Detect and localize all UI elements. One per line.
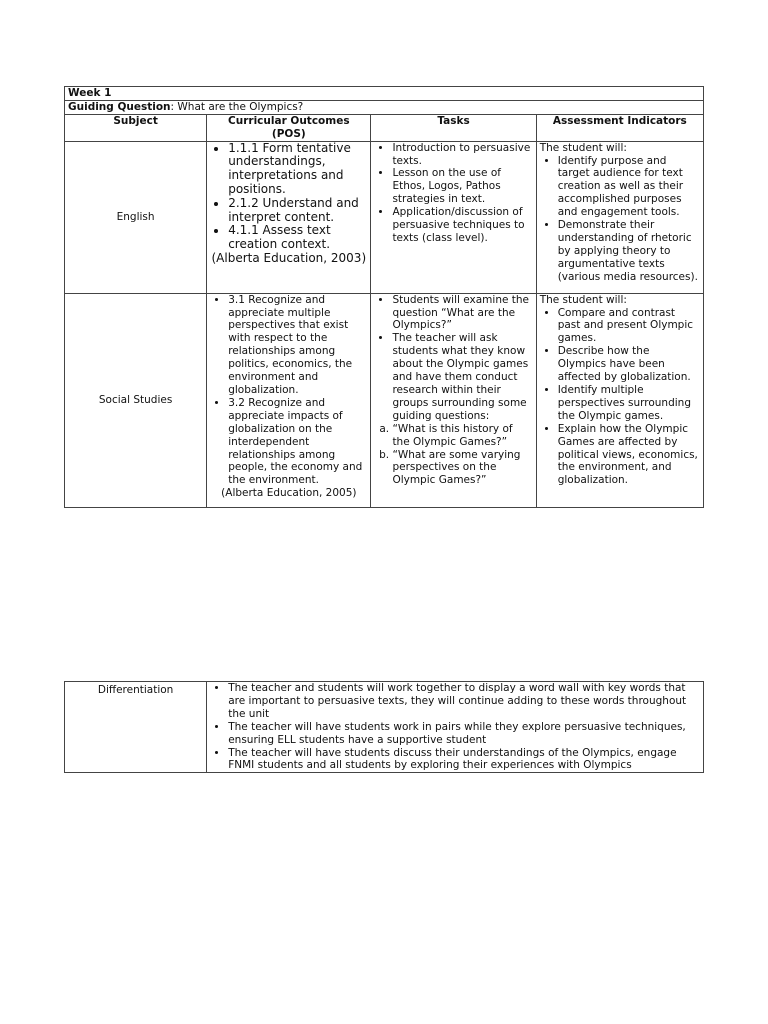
subject-social-studies: Social Studies <box>65 293 207 507</box>
lesson-plan-table <box>64 86 704 508</box>
task-item: • Introduction to persuasive texts. <box>392 142 532 168</box>
differentiation-items <box>207 682 704 773</box>
outcome-item: • 3.2 Recognize and appreciate impacts of globalization on the interdependent relationships among people, the economy and the environment. <box>228 397 367 487</box>
header-assessment: Assessment Indicators <box>536 114 703 141</box>
assessment-item: • Compare and contrast past and present Olympic games. <box>558 307 700 346</box>
subject-english: English <box>65 141 207 293</box>
guiding-question-text: : What are the Olympics? <box>170 100 304 113</box>
task-item: • Students will examine the question “What are the Olympics?” <box>392 294 532 333</box>
assessment-intro: The student will: <box>539 293 627 306</box>
outcomes-social-studies <box>207 293 371 507</box>
differentiation-label: Differentiation <box>65 682 207 773</box>
table-row-social-studies <box>65 293 704 507</box>
guiding-question-cell <box>65 100 704 114</box>
outcome-item: • 1.1.1 Form tentative understandings, interpretations and positions. <box>228 142 367 197</box>
tasks-social-studies <box>371 293 536 507</box>
outcomes-english <box>207 141 371 293</box>
differentiation-table <box>64 681 704 773</box>
header-tasks: Tasks <box>371 114 536 141</box>
week-label: Week 1 <box>65 87 704 101</box>
outcome-item: • 3.1 Recognize and appreciate multiple perspectives that exist with respect to the relationships among politics, economics, the environment and globalization. <box>228 294 367 397</box>
differentiation-row <box>65 682 704 773</box>
outcomes-citation: (Alberta Education, 2005) <box>221 487 357 500</box>
assessment-item: • Demonstrate their understanding of rhetoric by applying theory to argumentative texts (various media resources). <box>558 219 700 284</box>
differentiation-item: • The teacher and students will work together to display a word wall with key words that are important to persuasive texts, they will continue adding to these words throughout the unit <box>228 682 700 721</box>
subtask-item: a. “What is this history of the Olympic Games?” <box>392 423 532 449</box>
assessment-item: • Explain how the Olympic Games are affected by political views, economics, the environment, and globalization. <box>558 423 700 488</box>
assessment-item: • Identify purpose and target audience for text creation as well as their accomplished purposes and engagement tools. <box>558 155 700 220</box>
header-subject: Subject <box>65 114 207 141</box>
tasks-english <box>371 141 536 293</box>
assessment-english <box>536 141 703 293</box>
assessment-social-studies <box>536 293 703 507</box>
outcome-item: • 4.1.1 Assess text creation context. <box>228 224 367 252</box>
header-row <box>65 114 704 141</box>
task-item: • Lesson on the use of Ethos, Logos, Pathos strategies in text. <box>392 167 532 206</box>
header-outcomes: Curricular Outcomes (POS) <box>207 114 371 141</box>
guiding-question-row <box>65 100 704 114</box>
differentiation-item: • The teacher will have students work in pairs while they explore persuasive techniques, ensuring ELL students have a supportive student <box>228 721 700 747</box>
outcomes-citation: (Alberta Education, 2003) <box>211 251 367 265</box>
assessment-intro: The student will: <box>539 141 627 154</box>
task-item: • Application/discussion of persuasive techniques to texts (class level). <box>392 206 532 245</box>
week-row <box>65 87 704 101</box>
differentiation-item: • The teacher will have students discuss their understandings of the Olympics, engage FNMI students and all students by exploring their experiences with Olympics <box>228 747 700 773</box>
table-row-english <box>65 141 704 293</box>
subtask-item: b. “What are some varying perspectives on the Olympic Games?” <box>392 449 532 488</box>
assessment-item: • Identify multiple perspectives surrounding the Olympic games. <box>558 384 700 423</box>
task-item: • The teacher will ask students what they know about the Olympic games and have them conduct research within their groups surrounding some guiding questions: <box>392 332 532 422</box>
assessment-item: • Describe how the Olympics have been affected by globalization. <box>558 345 700 384</box>
guiding-question-label: Guiding Question <box>68 100 171 113</box>
outcome-item: • 2.1.2 Understand and interpret content. <box>228 197 367 225</box>
